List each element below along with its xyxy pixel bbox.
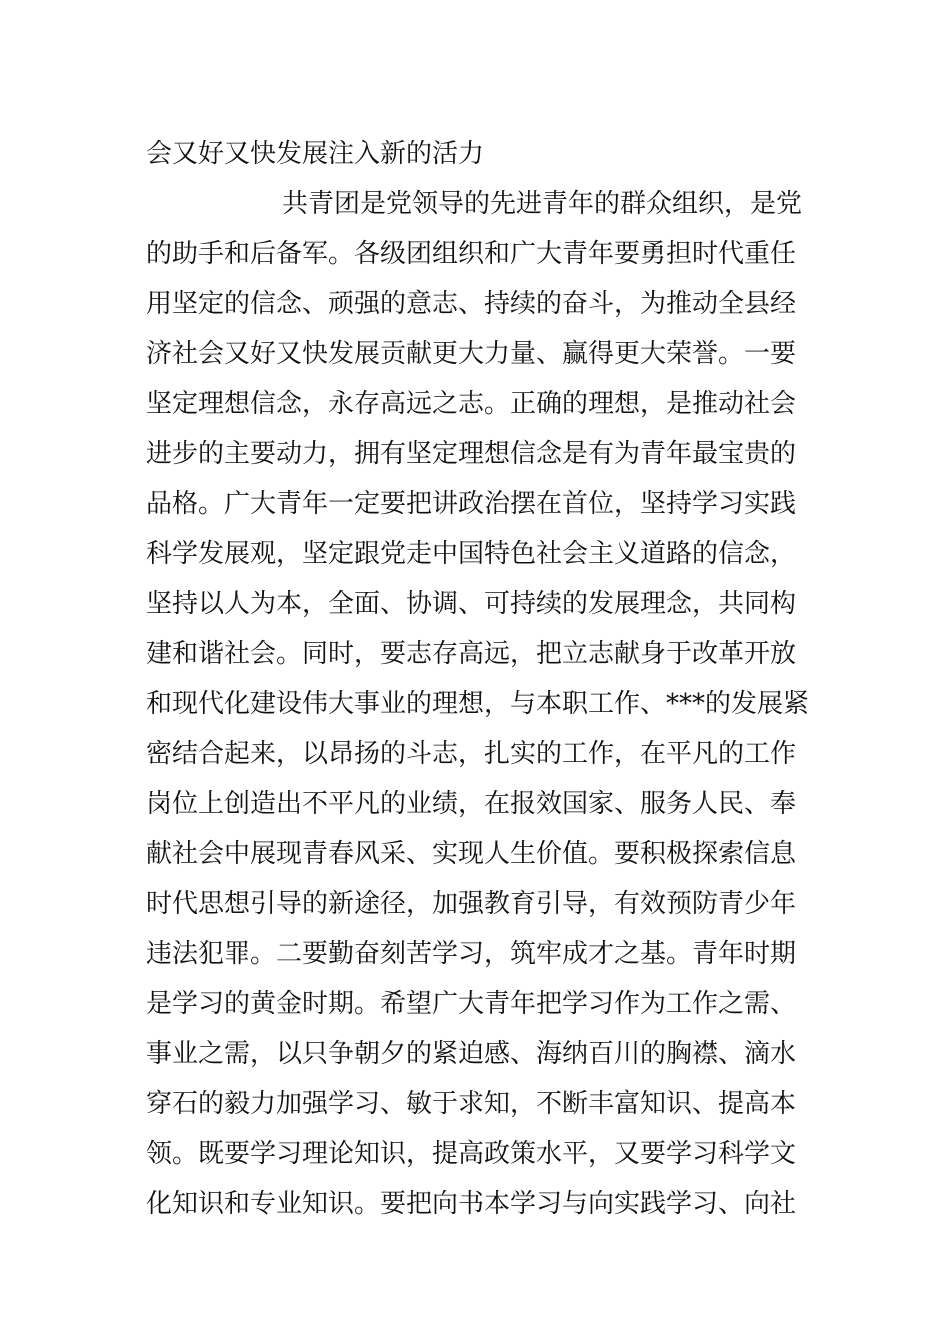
- text-line: 科学发展观，坚定跟党走中国特色社会主义道路的信念，: [146, 539, 797, 569]
- text-line: 穿石的毅力加强学习、敏于求知，不断丰富知识、提高本: [146, 1089, 797, 1119]
- text-line: 坚持以人为本，全面、协调、可持续的发展理念，共同构: [146, 589, 797, 619]
- text-line: 违法犯罪。二要勤奋刻苦学习，筑牢成才之基。青年时期: [146, 939, 797, 969]
- text-line: 和现代化建设伟大事业的理想，与本职工作、***的发展紧: [146, 689, 810, 719]
- text-line: 建和谐社会。同时，要志存高远，把立志献身于改革开放: [146, 639, 797, 669]
- text-line: 领。既要学习理论知识，提高政策水平，又要学习科学文: [146, 1139, 797, 1169]
- text-line: 化知识和专业知识。要把向书本学习与向实践学习、向社: [146, 1189, 797, 1219]
- paragraph-first-line: 共青团是党领导的先进青年的群众组织，是党: [282, 189, 803, 219]
- text-line: 是学习的黄金时期。希望广大青年把学习作为工作之需、: [146, 989, 797, 1019]
- text-line: 坚定理想信念，永存高远之志。正确的理想，是推动社会: [146, 389, 797, 419]
- text-line: 进步的主要动力，拥有坚定理想信念是有为青年最宝贵的: [146, 439, 797, 469]
- text-line: 用坚定的信念、顽强的意志、持续的奋斗，为推动全县经: [146, 289, 797, 319]
- text-line: 献社会中展现青春风采、实现人生价值。要积极探索信息: [146, 839, 797, 869]
- text-line: 时代思想引导的新途径，加强教育引导，有效预防青少年: [146, 889, 797, 919]
- text-line: 岗位上创造出不平凡的业绩，在报效国家、服务人民、奉: [146, 789, 797, 819]
- text-line: 事业之需，以只争朝夕的紧迫感、海纳百川的胸襟、滴水: [146, 1039, 797, 1069]
- body-text: [146, 129, 816, 1229]
- text-line: 济社会又好又快发展贡献更大力量、赢得更大荣誉。一要: [146, 339, 797, 369]
- text-line: 品格。广大青年一定要把讲政治摆在首位，坚持学习实践: [146, 489, 797, 519]
- text-line: 的助手和后备军。各级团组织和广大青年要勇担时代重任: [146, 239, 797, 269]
- text-line: 会又好又快发展注入新的活力: [146, 139, 485, 169]
- text-line: 密结合起来，以昂扬的斗志，扎实的工作，在平凡的工作: [146, 739, 797, 769]
